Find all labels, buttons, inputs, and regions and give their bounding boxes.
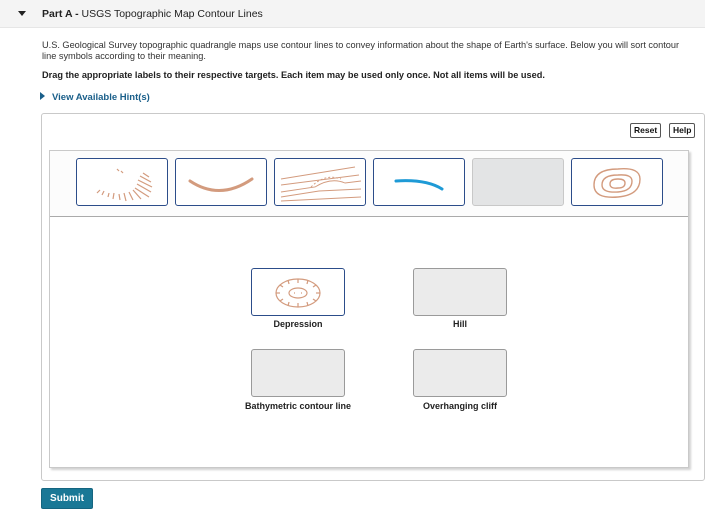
palette-item-radiating-hachures[interactable] [76,158,168,206]
view-hints-link[interactable] [40,92,150,103]
hachured-depression-contour-icon [252,269,346,317]
label-palette [50,151,688,217]
drop-target-hill[interactable] [413,268,507,316]
reset-button[interactable]: Reset [630,123,661,138]
submit-button[interactable]: Submit [41,488,93,509]
part-title [42,8,263,20]
drop-target-overhanging-cliff[interactable] [413,349,507,397]
drag-drop-panel [49,150,689,468]
intro-text: U.S. Geological Survey topographic quadrangle maps use contour lines to convey information about the shape of Earth's surface. Below you will sort contour line symbols according to their meaning. [42,40,680,61]
palette-empty-slot [472,158,564,206]
instructions-text: Drag the appropriate labels to their respective targets. Each item may be used only once. Not all items will be used. [42,70,545,80]
palette-item-concentric-contours[interactable] [571,158,663,206]
hint-caret-icon [40,92,45,100]
view-hints-label: View Available Hint(s) [52,92,150,103]
palette-item-overlapping-contours[interactable] [274,158,366,206]
part-header[interactable] [0,0,705,28]
target-label-overhanging-cliff: Overhanging cliff [422,401,497,411]
radiating-hachure-lines-icon [77,159,169,207]
overlapping-contours-icon [275,159,367,207]
target-label-hill: Hill [452,319,467,329]
target-label-bathymetric-contour-line: Bathymetric contour line [244,401,352,411]
drop-target-depression[interactable] [251,268,345,316]
collapse-caret-icon[interactable] [18,11,26,16]
drop-target-bathymetric-contour-line[interactable] [251,349,345,397]
curved-brown-line-icon [176,159,268,207]
part-label: Part A - [42,8,82,20]
drag-drop-workspace [41,113,705,481]
help-button[interactable]: Help [669,123,695,138]
curved-blue-line-icon [374,159,466,207]
palette-item-curved-blue-line[interactable] [373,158,465,206]
part-title-text: USGS Topographic Map Contour Lines [81,8,263,20]
palette-item-curved-brown-line[interactable] [175,158,267,206]
concentric-contours-icon [572,159,664,207]
target-label-depression: Depression [273,319,323,329]
